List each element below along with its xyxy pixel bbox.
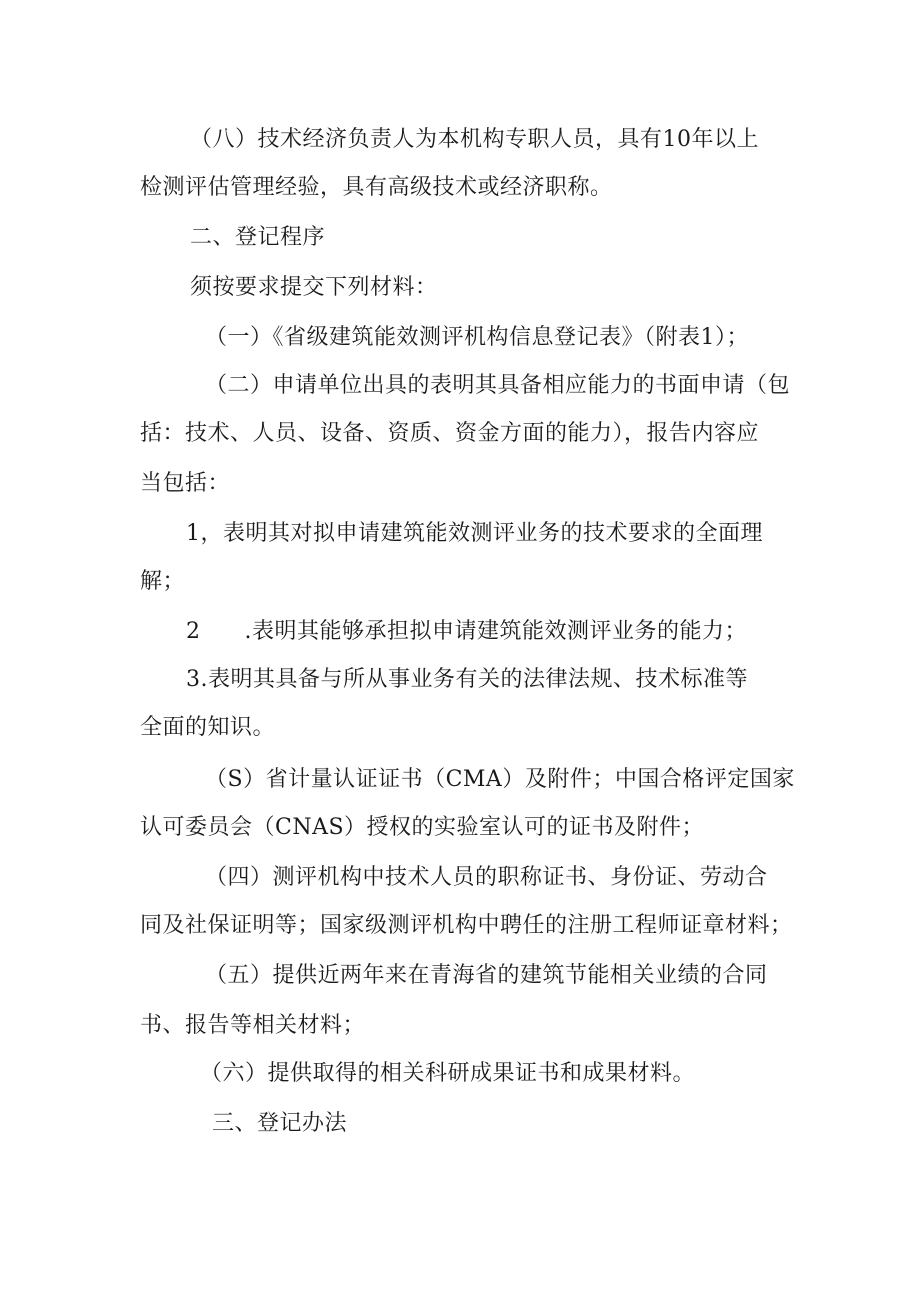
sub-item-3-line-1: 3.表明其具备与所从事业务有关的法律法规、技术标准等: [186, 667, 748, 692]
sub-item-2-text: .表明其能够承担拟申请建筑能效测评业务的能力；: [244, 619, 747, 644]
para-8-line-2: 检测评估管理经验，具有高级技术或经济职称。: [140, 175, 613, 200]
sub-item-2: [186, 618, 747, 646]
section-3-heading: 三、登记办法: [212, 1111, 348, 1136]
materials-intro: 须按要求提交下列材料：: [190, 275, 438, 300]
item-5-line-2: 书、报告等相关材料；: [140, 1013, 366, 1038]
item-3-line-1: （S）省计量认证证书（CMA）及附件；中国合格评定国家: [205, 767, 795, 792]
item-1: （一）《省级建筑能效测评机构信息登记表》（附表1）；: [205, 325, 749, 350]
item-4-line-1: （四）测评机构中技术人员的职称证书、身份证、劳动合: [205, 865, 768, 890]
item-4-line-2: 同及社保证明等；国家级测评机构中聘任的注册工程师证章材料；: [140, 913, 793, 938]
item-2-line-3: 当包括：: [140, 471, 231, 496]
sub-item-1-line-2: 解；: [140, 569, 186, 594]
sub-item-3-line-2: 全面的知识。: [140, 715, 276, 740]
para-8-line-1: （八）技术经济负责人为本机构专职人员，具有10年以上: [190, 127, 759, 152]
sub-item-2-number: 2: [186, 619, 201, 644]
sub-item-1-line-1: 1，表明其对拟申请建筑能效测评业务的技术要求的全面理: [186, 521, 763, 546]
item-3-line-2: 认可委员会（CNAS）授权的实验室认可的证书及附件；: [140, 815, 705, 840]
section-2-heading: 二、登记程序: [190, 225, 326, 250]
item-6: （六）提供取得的相关科研成果证书和成果材料。: [200, 1061, 696, 1086]
item-5-line-1: （五）提供近两年来在青海省的建筑节能相关业绩的合同: [205, 963, 768, 988]
item-2-line-1: （二）申请单位出具的表明其具备相应能力的书面申请（包: [205, 373, 791, 398]
item-2-line-2: 括：技术、人员、设备、资质、资金方面的能力），报告内容应: [140, 421, 760, 446]
